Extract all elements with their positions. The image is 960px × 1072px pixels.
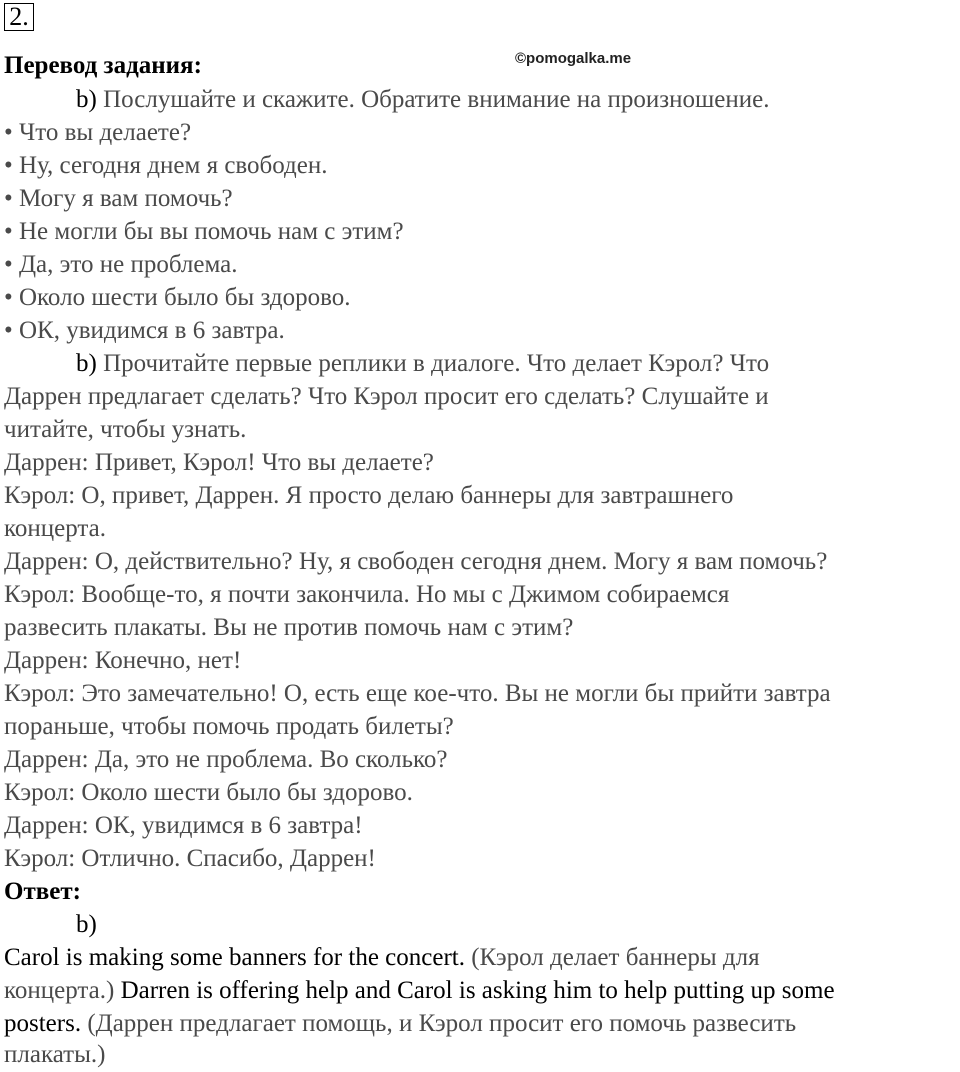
dialogue-line: Даррен: ОК, увидимся в 6 завтра!: [4, 812, 363, 839]
bullet-item: • Да, это не проблема.: [4, 251, 238, 278]
part2-text-line: Даррен предлагает сделать? Что Кэрол просит его сделать? Слушайте и: [4, 383, 769, 410]
answer-russian: (Даррен предлагает помощь, и Кэрол просит его помочь развесить: [81, 1010, 797, 1037]
bullet-item: • Около шести было бы здорово.: [4, 284, 351, 311]
answer-line: [4, 943, 760, 973]
dialogue-line: Даррен: Привет, Кэрол! Что вы делаете?: [4, 449, 434, 476]
dialogue-line: Кэрол: Вообще-то, я почти закончила. Но мы с Джимом собираемся: [4, 581, 730, 608]
answer-line: [4, 1009, 796, 1039]
part1-text: Послушайте и скажите. Обратите внимание на произношение.: [96, 86, 770, 113]
part1-instruction: [76, 85, 769, 115]
answer-label: b): [76, 911, 97, 938]
dialogue-line: Кэрол: Это замечательно! О, есть еще кое-что. Вы не могли бы прийти завтра: [4, 680, 831, 707]
dialogue-line: концерта.: [4, 515, 106, 542]
bullet-item: • Ну, сегодня днем я свободен.: [4, 152, 328, 179]
part2-label: b): [76, 350, 97, 377]
dialogue-line: Даррен: Конечно, нет!: [4, 647, 242, 674]
part2-text-line: читайте, чтобы узнать.: [4, 416, 247, 443]
bullet-item: • ОК, увидимся в 6 завтра.: [4, 317, 285, 344]
bullet-item: • Могу я вам помочь?: [4, 185, 233, 212]
part2-instruction: [76, 349, 769, 379]
answer-line: [4, 976, 835, 1006]
dialogue-line: Даррен: Да, это не проблема. Во сколько?: [4, 746, 448, 773]
answer-russian: концерта.): [4, 977, 115, 1004]
translation-heading: Перевод задания:: [4, 52, 202, 79]
part2-text-line: Прочитайте первые реплики в диалоге. Что делает Кэрол? Что: [96, 350, 770, 377]
bullet-item: • Не могли бы вы помочь нам с этим?: [4, 218, 404, 245]
answer-line: [4, 1040, 105, 1070]
answer-russian: (Кэрол делает баннеры для: [464, 944, 760, 971]
bullet-item: • Что вы делаете?: [4, 119, 192, 146]
dialogue-line: Кэрол: О, привет, Даррен. Я просто делаю баннеры для завтрашнего: [4, 482, 734, 509]
dialogue-line: Кэрол: Около шести было бы здорово.: [4, 779, 413, 806]
answer-heading: Ответ:: [4, 878, 81, 905]
dialogue-line: Даррен: О, действительно? Ну, я свободен сегодня днем. Могу я вам помочь?: [4, 548, 828, 575]
watermark: ©pomogalka.me: [515, 50, 632, 67]
part1-label: b): [76, 86, 97, 113]
task-number-box: 2.: [4, 3, 34, 31]
answer-english: posters.: [4, 1010, 82, 1037]
dialogue-line: Кэрол: Отлично. Спасибо, Даррен!: [4, 845, 376, 872]
dialogue-line: развесить плакаты. Вы не против помочь нам с этим?: [4, 614, 574, 641]
answer-english: Darren is offering help and Carol is asking him to help putting up some: [114, 977, 835, 1004]
answer-english: Carol is making some banners for the concert.: [4, 944, 465, 971]
answer-russian: плакаты.): [4, 1041, 106, 1068]
dialogue-line: пораньше, чтобы помочь продать билеты?: [4, 713, 454, 740]
